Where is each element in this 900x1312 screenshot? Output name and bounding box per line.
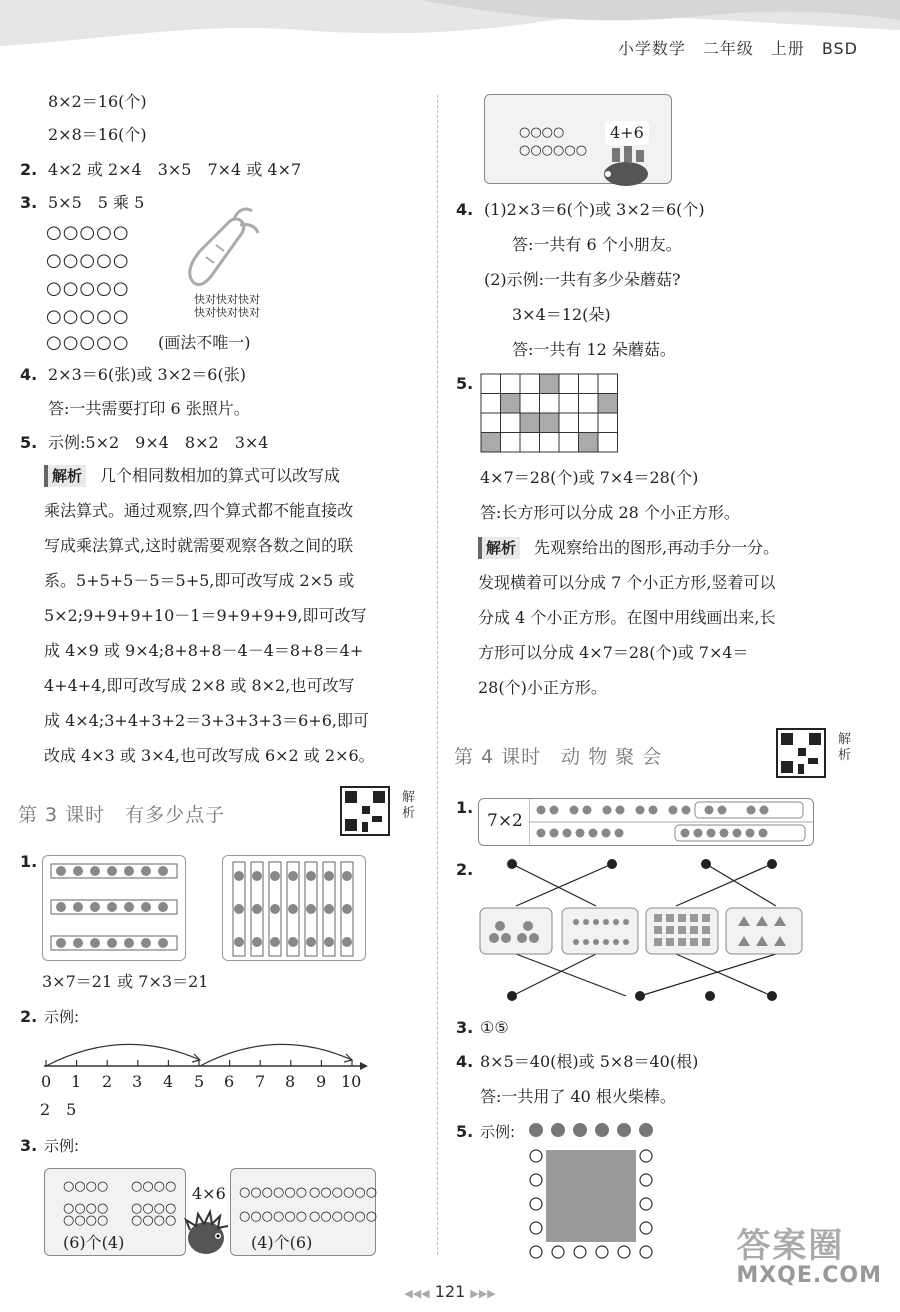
hedgehog-icon xyxy=(598,142,658,186)
note-text: (画法不唯一) xyxy=(158,333,251,352)
answer-text: 3×7＝21 或 7×3＝21 xyxy=(42,972,209,991)
dot-figure-rows xyxy=(42,855,186,961)
matching-diagram xyxy=(476,856,816,1006)
header-text: 小学数学 二年级 上册 BSD xyxy=(617,39,858,58)
circle-row: ○○○○○ xyxy=(46,222,130,243)
bead-bar xyxy=(478,798,814,846)
answer-text: 答:一共有 12 朵蘑菇。 xyxy=(512,340,676,359)
explanation-block xyxy=(478,530,779,705)
answer-text: 示例:5×2 9×4 8×2 3×4 xyxy=(48,433,269,452)
answer-text: 5×5 5 乘 5 xyxy=(48,193,145,212)
circle-row: ○○○○○ xyxy=(46,332,130,353)
carrot-caption: 快对快对快对 xyxy=(194,293,260,306)
explanation-line: 4+4+4,即可改写成 2×8 或 8×2,也可改写 xyxy=(44,676,355,695)
answer-text: 4×2 或 2×4 3×5 7×4 或 4×7 xyxy=(48,160,302,179)
eq-line: 8×2＝16(个) xyxy=(48,92,147,111)
watermark: 答案圈 MXQE.COM xyxy=(736,1226,882,1288)
explanation-line: 5×2;9+9+9+10－1＝9+9+9+9,即可改写 xyxy=(44,606,367,625)
tick-label: 7 xyxy=(255,1072,266,1091)
expression-badge: 7×2 xyxy=(487,811,523,831)
eq-line: 2×8＝16(个) xyxy=(48,125,147,144)
lesson-title: 第 3 课时 有多少点子 xyxy=(18,804,226,826)
question-number: 5. xyxy=(456,374,474,393)
explanation-tag: 解析 xyxy=(44,465,86,487)
answer-text: 2 5 xyxy=(40,1100,77,1119)
explanation-block xyxy=(44,458,375,773)
question-number: 2. xyxy=(20,1007,38,1026)
tick-label: 9 xyxy=(316,1072,327,1091)
expression-badge: 4+6 xyxy=(605,121,649,145)
carrot-icon xyxy=(180,205,260,290)
question-number: 3. xyxy=(20,193,38,212)
next-arrows-icon: ▶▶▶ xyxy=(470,1287,496,1300)
qr-label: 解析 xyxy=(838,732,852,763)
tick-label: 5 xyxy=(194,1072,205,1091)
grid-figure xyxy=(480,373,620,453)
example-label: 示例: xyxy=(44,1137,80,1155)
question-number: 4. xyxy=(456,200,474,219)
page-header xyxy=(0,0,900,64)
explanation-line: 解析 几个相同数相加的算式可以改写成 xyxy=(44,458,375,493)
question-number: 3. xyxy=(20,1136,38,1155)
circle-row: ○○○○ xyxy=(519,125,565,140)
expression-badge: 4×6 xyxy=(188,1182,230,1206)
answer-text: 答:长方形可以分成 28 个小正方形。 xyxy=(480,503,740,522)
tick-label: 3 xyxy=(132,1072,143,1091)
question-number: 4. xyxy=(456,1052,474,1071)
answer-text: ①⑤ xyxy=(480,1018,509,1037)
dot-columns-svg xyxy=(223,856,367,962)
explanation-line: 28(个)小正方形。 xyxy=(478,678,607,697)
dot-figure-columns xyxy=(222,855,366,961)
answer-text: 3×4＝12(朵) xyxy=(512,305,611,324)
answer-text: (4)个(6) xyxy=(251,1233,313,1252)
circle-group-right: ○○○○○○ ○○○○○○ ○○○○○○ ○○○○○○ (4)个(6) xyxy=(230,1168,376,1256)
example-label: 示例: xyxy=(480,1123,516,1141)
example-label: 示例: xyxy=(44,1008,80,1026)
answer-text: (2)示例:一共有多少朵蘑菇? xyxy=(484,270,681,289)
tick-label: 2 xyxy=(102,1072,113,1091)
qr-code-icon[interactable] xyxy=(340,786,390,836)
tick-label: 6 xyxy=(224,1072,235,1091)
qr-code-icon[interactable] xyxy=(776,728,826,778)
carrot-caption: 快对快对快对 xyxy=(194,306,260,319)
question-number: 3. xyxy=(456,1018,474,1037)
page-number: ◀◀◀ 121 ▶▶▶ xyxy=(404,1282,496,1301)
explanation-line: 分成 4 个小正方形。在图中用线画出来,长 xyxy=(478,608,776,627)
explanation-line: 发现横着可以分成 7 个小正方形,竖着可以 xyxy=(478,573,776,592)
tick-label: 8 xyxy=(285,1072,296,1091)
flower-square-figure xyxy=(524,1118,664,1268)
explanation-line: 成 4×4;3+4+3+2＝3+3+3+3＝6+6,即可 xyxy=(44,711,369,730)
circle-group-left: ○○○○ ○○○○ ○○○○ ○○○○ ○○○○ ○○○○ (6)个(4) xyxy=(44,1168,186,1256)
dot-rows-svg xyxy=(43,856,187,962)
explanation-tag: 解析 xyxy=(478,537,520,559)
question-number: 1. xyxy=(20,852,38,871)
circle-row: ○○○○○ xyxy=(46,306,130,327)
question-number: 1. xyxy=(456,798,474,817)
explanation-line: 系。5+5+5－5＝5+5,即可改写成 2×5 或 xyxy=(44,571,355,590)
circle-row: ○○○○○○ xyxy=(519,143,588,158)
tick-label: 1 xyxy=(71,1072,82,1091)
explanation-line: 方形可以分成 4×7＝28(个)或 7×4＝ xyxy=(478,643,749,662)
explanation-line: 成 4×9 或 9×4;8+8+8－4－4＝8+8＝4+ xyxy=(44,641,364,660)
prev-arrows-icon: ◀◀◀ xyxy=(404,1287,430,1300)
column-divider xyxy=(437,95,438,1255)
explanation-line: 改成 4×3 或 3×4,也可改写成 6×2 或 2×6。 xyxy=(44,746,375,765)
explanation-line: 乘法算式。通过观察,四个算式都不能直接改 xyxy=(44,501,354,520)
answer-text: 8×5＝40(根)或 5×8＝40(根) xyxy=(480,1052,699,1071)
question-number: 2. xyxy=(20,160,38,179)
tick-label: 4 xyxy=(163,1072,174,1091)
answer-text: (6)个(4) xyxy=(63,1233,125,1252)
explanation-line: 写成乘法算式,这时就需要观察各数之间的联 xyxy=(44,536,354,555)
hedgehog-icon xyxy=(182,1206,232,1258)
answer-text: (1)2×3＝6(个)或 3×2＝6(个) xyxy=(484,200,705,219)
answer-text: 2×3＝6(张)或 3×2＝6(张) xyxy=(48,365,246,384)
qr-label: 解析 xyxy=(402,790,416,821)
answer-text: 答:一共用了 40 根火柴棒。 xyxy=(480,1087,676,1106)
question-number: 5. xyxy=(20,433,38,452)
circle-row: ○○○○○ xyxy=(46,250,130,271)
question-number: 2. xyxy=(456,860,474,879)
answer-text: 4×7＝28(个)或 7×4＝28(个) xyxy=(480,468,699,487)
tick-label: 10 xyxy=(341,1072,362,1091)
circle-row: ○○○○○ xyxy=(46,278,130,299)
explanation-line: 解析 先观察给出的图形,再动手分一分。 xyxy=(478,530,779,565)
tick-label: 0 xyxy=(41,1072,52,1091)
question-number: 5. xyxy=(456,1122,474,1141)
bead-bar-svg xyxy=(529,799,813,845)
answer-text: 答:一共有 6 个小朋友。 xyxy=(512,235,682,254)
answer-text: 答:一共需要打印 6 张照片。 xyxy=(48,399,250,418)
lesson-title: 第 4 课时 动 物 聚 会 xyxy=(454,746,663,768)
question-number: 4. xyxy=(20,365,38,384)
